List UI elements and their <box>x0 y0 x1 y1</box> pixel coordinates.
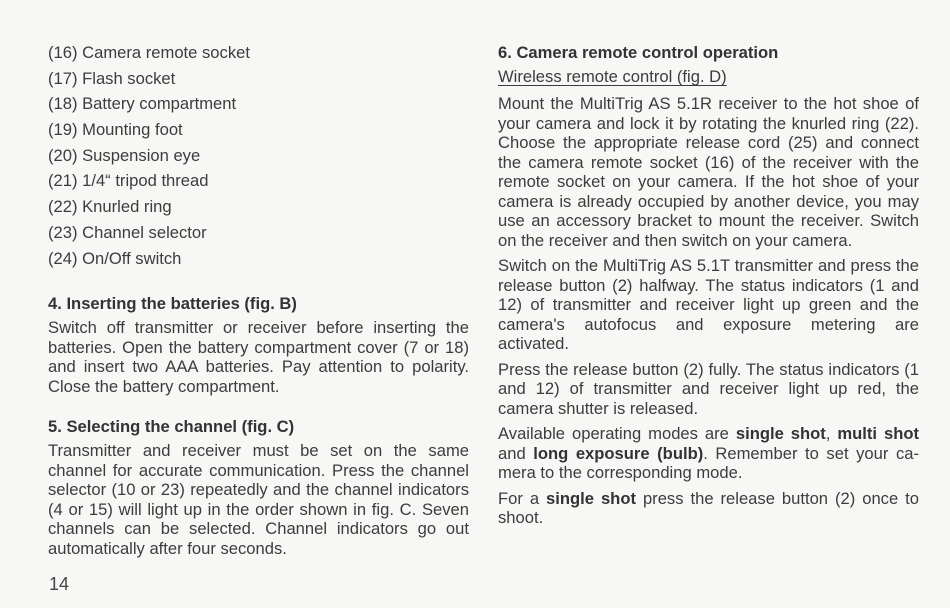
section-5-heading: 5. Selecting the channel (fig. C) <box>48 417 295 437</box>
list-item: (22) Knurled ring <box>48 197 172 217</box>
right-column <box>498 40 919 528</box>
text: , <box>825 424 838 443</box>
section-4-body: Switch off transmitter or receiver before inserting the batteries. Open the battery compartment cover (7 or 18) and insert two AAA batteries. Pay attention to polarity. Close the battery compartment. <box>48 318 469 396</box>
parts-list <box>48 40 469 271</box>
list-item: (23) Channel selector <box>48 222 207 242</box>
text: press the release button (2) once to shoot. <box>498 488 920 527</box>
bold-text: long exposure (bulb) <box>533 443 704 463</box>
bold-text: single shot <box>735 424 826 443</box>
paragraph-operating-modes <box>498 424 919 483</box>
text: Available operating modes are <box>498 424 736 443</box>
paragraph: Press the release button (2) fully. The status indicators (1 and 12) of transmitter and receiver light up red, the camera shutter is released. <box>498 359 919 418</box>
section-6-heading: 6. Camera remote control operation <box>498 43 779 62</box>
list-item: (17) Flash socket <box>48 68 176 88</box>
text: For a <box>498 488 547 508</box>
bold-text: single shot <box>546 488 636 508</box>
list-item: (16) Camera remote socket <box>48 43 250 62</box>
page-number: 14 <box>49 574 70 594</box>
list-item: (18) Battery compartment <box>48 94 237 114</box>
section-5-body: Transmitter and receiver must be set on the same channel for accurate communication. Press the channel selector (10 or 23) repeatedly and the channel indicators (4 or 15) will light up in the order shown in fig. C. Seven channels can be selected. Channel indicators go out automatically after four seconds. <box>48 441 469 558</box>
section-4-heading: 4. Inserting the batteries (fig. B) <box>48 294 297 314</box>
paragraph: Switch on the MultiTrig AS 5.1T transmitter and press the release button (2) halfway. The status indicators (1 and 12) of transmitter and receiver light up green and the camera's autofocus and exposure metering are activated. <box>498 256 919 353</box>
bold-text: multi shot <box>837 424 919 443</box>
paragraph: Mount the MultiTrig AS 5.1R receiver to the hot shoe of your camera and lock it by rotating the knurled ring (22). Choose the appropriate release cord (25) and connect the camera remote socket (16) of the receiver with the remote socket on your camera. If the hot shoe of your camera is already occupied by another device, you may use an accessory bracket to mount the receiver. Switch on the receiver and then switch on your camera. <box>498 94 919 250</box>
text: and <box>498 443 534 463</box>
list-item: (21) 1/4“ tripod thread <box>48 171 209 191</box>
list-item: (19) Mounting foot <box>48 120 183 140</box>
section-6-subheading: Wireless remote control (fig. D) <box>498 67 727 86</box>
list-item: (24) On/Off switch <box>48 248 182 268</box>
paragraph-single-shot <box>498 489 919 528</box>
left-column <box>48 40 469 558</box>
list-item: (20) Suspension eye <box>48 145 201 165</box>
text: . Remember to set your camera to the corresponding mode. <box>498 443 920 482</box>
